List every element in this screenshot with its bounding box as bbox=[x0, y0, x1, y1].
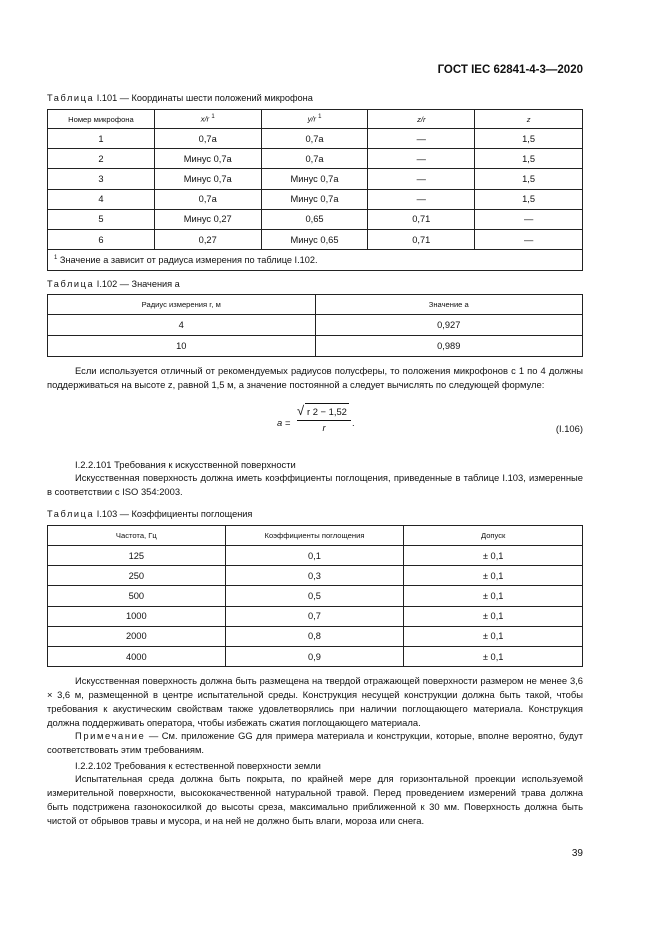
table-cell: 2 bbox=[48, 149, 155, 169]
table-cell: 0,7a bbox=[154, 129, 261, 149]
note-paragraph bbox=[47, 729, 583, 757]
table-cell: — bbox=[368, 129, 475, 149]
table-footnote-row bbox=[48, 250, 583, 271]
table-row bbox=[48, 566, 583, 586]
column-header bbox=[475, 110, 583, 129]
table-cell: 1,5 bbox=[475, 149, 583, 169]
table-cell: 1,5 bbox=[475, 189, 583, 209]
note-label: Примечание bbox=[75, 730, 146, 741]
table-caption bbox=[47, 93, 313, 103]
table-caption-prefix: Таблица bbox=[47, 509, 95, 519]
table-row bbox=[48, 315, 583, 336]
table-caption-text: I.101 — Координаты шести положений микрофона bbox=[94, 93, 313, 103]
table-cell: 1,5 bbox=[475, 129, 583, 149]
body-paragraph: Искусственная поверхность должна быть размещена на твердой отражающей поверхности размером не менее 3,6 × 3,6 м, размещенной в центре испытательной среды. Конструкция несущей конструкции должна быть такой, чтобы требования к акустическим свойствам также удовлетворялись при наличии поглощающего материала. Конструкция должна поддерживать оператора, чтобы избежать сжатия поглощающего материала. bbox=[47, 675, 583, 728]
table-row bbox=[48, 229, 583, 249]
table-cell: ± 0,1 bbox=[404, 546, 583, 566]
table-row bbox=[48, 149, 583, 169]
column-header: Частота, Гц bbox=[48, 526, 226, 546]
table-cell: 3 bbox=[48, 169, 155, 189]
table-cell: 10 bbox=[48, 336, 316, 357]
table-row bbox=[48, 169, 583, 189]
table-row bbox=[48, 209, 583, 229]
table-cell: 0,7a bbox=[261, 149, 368, 169]
footnote-text: Значение a зависит от радиуса измерения по таблице I.102. bbox=[57, 255, 318, 266]
table-cell: 1000 bbox=[48, 606, 226, 626]
absorption-coefficients-table bbox=[47, 525, 583, 667]
table-cell: 2000 bbox=[48, 626, 226, 646]
table-cell: Минус 0,7a bbox=[261, 169, 368, 189]
body-paragraph: Искусственная поверхность должна иметь коэффициенты поглощения, приведенные в таблице I.103, измеренные в соответствии с ISO 354:2003. bbox=[47, 472, 583, 497]
microphone-coordinates-table bbox=[47, 109, 583, 271]
table-caption-prefix: Таблица bbox=[47, 279, 95, 289]
section-title: I.2.2.101 Требования к искусственной поверхности bbox=[75, 459, 296, 470]
table-caption-text: I.103 — Коэффициенты поглощения bbox=[94, 509, 253, 519]
table-cell: ± 0,1 bbox=[404, 586, 583, 606]
table-cell: 0,9 bbox=[225, 646, 404, 666]
footnote-marker: 1 bbox=[54, 255, 58, 262]
formula-lhs bbox=[277, 417, 290, 428]
table-cell: 0,7a bbox=[261, 129, 368, 149]
column-header bbox=[368, 110, 475, 129]
table-cell: 0,27 bbox=[154, 229, 261, 249]
table-cell: ± 0,1 bbox=[404, 566, 583, 586]
a-values-table bbox=[47, 294, 583, 357]
formula-lhs-text: a = bbox=[277, 417, 291, 428]
table-header-row bbox=[48, 526, 583, 546]
table-row bbox=[48, 626, 583, 646]
formula-denominator: r bbox=[322, 422, 326, 433]
column-header bbox=[154, 110, 261, 129]
table-header-row bbox=[48, 110, 583, 129]
table-cell: Минус 0,27 bbox=[154, 209, 261, 229]
table-footnote bbox=[48, 250, 583, 271]
body-paragraph: Если используется отличный от рекомендуемых радиусов полусферы, то положения микрофонов с 1 по 4 должны поддерживаться на высоте z, равной 1,5 м, а значение постоянной a следует вычислять по следующей формуле: bbox=[47, 365, 583, 390]
standard-designation: ГОСТ IEC 62841-4-3—2020 bbox=[437, 64, 583, 76]
table-row bbox=[48, 336, 583, 357]
column-header: Радиус измерения r, м bbox=[48, 295, 316, 315]
page-number: 39 bbox=[571, 848, 583, 859]
table-cell: — bbox=[475, 229, 583, 249]
section-title: I.2.2.102 Требования к естественной поверхности земли bbox=[75, 760, 321, 771]
table-caption bbox=[47, 509, 252, 519]
table-cell: 5 bbox=[48, 209, 155, 229]
table-cell: Минус 0,65 bbox=[261, 229, 368, 249]
table-cell: 0,5 bbox=[225, 586, 404, 606]
table-cell: 0,7a bbox=[154, 189, 261, 209]
radical-bar bbox=[305, 403, 349, 404]
table-cell: 0,71 bbox=[368, 209, 475, 229]
table-row bbox=[48, 586, 583, 606]
table-cell: — bbox=[368, 189, 475, 209]
table-row bbox=[48, 546, 583, 566]
table-row bbox=[48, 606, 583, 626]
table-cell: — bbox=[368, 149, 475, 169]
table-caption-prefix: Таблица bbox=[47, 93, 95, 103]
table-cell: 0,8 bbox=[225, 626, 404, 646]
table-cell: 0,1 bbox=[225, 546, 404, 566]
table-cell: 1,5 bbox=[475, 169, 583, 189]
table-cell: 4 bbox=[48, 315, 316, 336]
table-cell: — bbox=[368, 169, 475, 189]
table-cell: 0,7 bbox=[225, 606, 404, 626]
table-row bbox=[48, 129, 583, 149]
formula-number: (I.106) bbox=[555, 423, 583, 434]
table-cell: 0,927 bbox=[315, 315, 583, 336]
table-cell: Минус 0,7a bbox=[154, 149, 261, 169]
table-cell: 6 bbox=[48, 229, 155, 249]
column-header-text: z bbox=[526, 114, 531, 124]
formula-fraction bbox=[297, 403, 351, 433]
table-row bbox=[48, 646, 583, 666]
formula-radicand: r 2 − 1,52 bbox=[307, 406, 347, 417]
column-header-text: z/r bbox=[417, 114, 426, 124]
formula-numerator bbox=[297, 403, 351, 421]
table-cell: 0,71 bbox=[368, 229, 475, 249]
table-cell: 250 bbox=[48, 566, 226, 586]
table-cell: 4000 bbox=[48, 646, 226, 666]
column-header: Допуск bbox=[404, 526, 583, 546]
table-cell: Минус 0,7a bbox=[261, 189, 368, 209]
table-cell: ± 0,1 bbox=[404, 626, 583, 646]
footnote-marker: 1 bbox=[211, 114, 215, 121]
column-header: Значение a bbox=[315, 295, 583, 315]
table-cell: 125 bbox=[48, 546, 226, 566]
table-header-row bbox=[48, 295, 583, 315]
column-header-text: y/r bbox=[307, 114, 316, 124]
table-cell: 1 bbox=[48, 129, 155, 149]
table-row bbox=[48, 189, 583, 209]
table-caption-text: I.102 — Значения a bbox=[94, 279, 180, 289]
column-header bbox=[261, 110, 368, 129]
table-cell: ± 0,1 bbox=[404, 606, 583, 626]
column-header: Коэффициенты поглощения bbox=[225, 526, 404, 546]
note-text: — См. приложение GG для примера материала и конструкции, которые, вполне вероятно, будут соответствовать этим требованиям. bbox=[47, 730, 583, 755]
table-cell: 0,3 bbox=[225, 566, 404, 586]
table-cell: Минус 0,7a bbox=[154, 169, 261, 189]
column-header: Номер микрофона bbox=[48, 110, 155, 129]
table-cell: 0,65 bbox=[261, 209, 368, 229]
table-cell: 4 bbox=[48, 189, 155, 209]
column-header-text: x/r bbox=[200, 114, 210, 124]
table-cell: ± 0,1 bbox=[404, 646, 583, 666]
table-caption bbox=[47, 279, 180, 289]
table-cell: — bbox=[475, 209, 583, 229]
footnote-marker: 1 bbox=[318, 114, 322, 121]
formula-tail: . bbox=[352, 417, 355, 428]
table-cell: 500 bbox=[48, 586, 226, 606]
table-cell: 0,989 bbox=[315, 336, 583, 357]
sqrt-icon: √ bbox=[297, 403, 305, 418]
body-paragraph: Испытательная среда должна быть покрыта, по крайней мере для горизонтальной проекции используемой измерительной поверхности, высококачественной натуральной травой. Перед проведением измерений трава должна быть подстрижена газонокосилкой до высоты среза, максимально приближенной к 30 мм. Поверхность должна быть чистой от обрывов травы и мусора, и на ней не должно быть влаги, мороза или снега. bbox=[47, 773, 583, 826]
